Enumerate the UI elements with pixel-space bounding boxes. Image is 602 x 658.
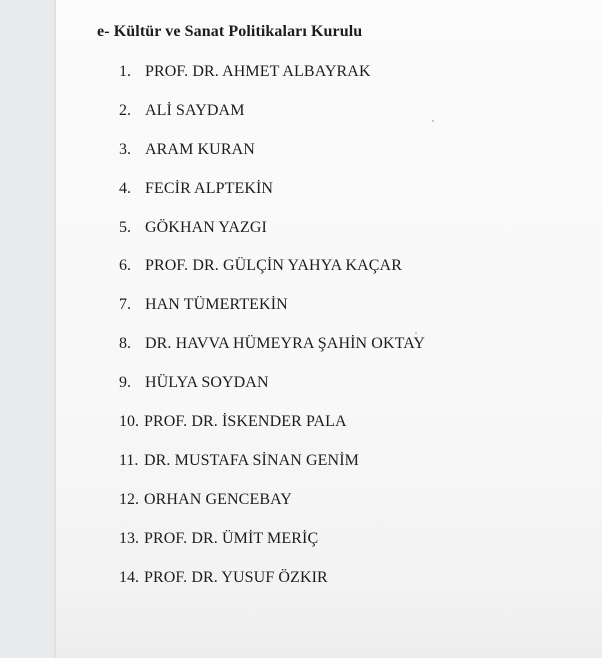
list-item — [119, 566, 425, 605]
list-item — [119, 138, 425, 177]
member-name: ARAM KURAN — [145, 140, 255, 158]
member-name: FECİR ALPTEKİN — [145, 179, 274, 197]
item-number: 6. — [119, 257, 131, 275]
item-number: 7. — [119, 296, 131, 314]
document-page — [56, 0, 602, 658]
item-number: 4. — [119, 179, 131, 197]
section-heading: e- Kültür ve Sanat Politikaları Kurulu — [97, 23, 363, 40]
item-number: 1. — [119, 63, 131, 80]
item-number: 5. — [119, 218, 131, 236]
list-item — [119, 449, 425, 488]
list-item — [119, 254, 425, 293]
member-name: ORHAN GENCEBAY — [144, 490, 292, 508]
item-number: 14. — [119, 568, 139, 586]
scan-speck — [415, 332, 417, 334]
member-name: PROF. DR. GÜLÇİN YAHYA KAÇAR — [145, 257, 402, 275]
member-name: PROF. DR. ÜMİT MERİÇ — [144, 529, 319, 547]
member-name: HAN TÜMERTEKİN — [145, 296, 288, 314]
list-item — [119, 60, 425, 99]
member-list — [119, 60, 425, 604]
list-item — [119, 332, 425, 371]
list-item — [119, 177, 425, 216]
list-item — [119, 99, 425, 138]
item-number: 8. — [119, 335, 131, 353]
list-item — [119, 488, 425, 527]
member-name: ALİ SAYDAM — [145, 101, 245, 119]
item-number: 9. — [119, 374, 131, 392]
member-name: PROF. DR. İSKENDER PALA — [144, 413, 347, 431]
item-number: 10. — [119, 413, 139, 431]
list-item — [119, 293, 425, 332]
member-name: PROF. DR. YUSUF ÖZKIR — [144, 568, 328, 586]
item-number: 3. — [119, 140, 131, 158]
list-item — [119, 527, 425, 566]
member-name: GÖKHAN YAZGI — [145, 218, 267, 236]
member-name: PROF. DR. AHMET ALBAYRAK — [145, 63, 371, 80]
scan-speck — [432, 120, 434, 122]
item-number: 2. — [119, 101, 131, 119]
item-number: 13. — [119, 529, 139, 547]
member-name: DR. HAVVA HÜMEYRA ŞAHİN OKTAY — [145, 335, 426, 353]
member-name: DR. MUSTAFA SİNAN GENİM — [144, 451, 359, 469]
list-item — [119, 216, 425, 255]
item-number: 11. — [119, 451, 139, 469]
list-item — [119, 410, 425, 449]
member-name: HÜLYA SOYDAN — [145, 374, 269, 392]
list-item — [119, 371, 425, 410]
item-number: 12. — [119, 490, 139, 508]
